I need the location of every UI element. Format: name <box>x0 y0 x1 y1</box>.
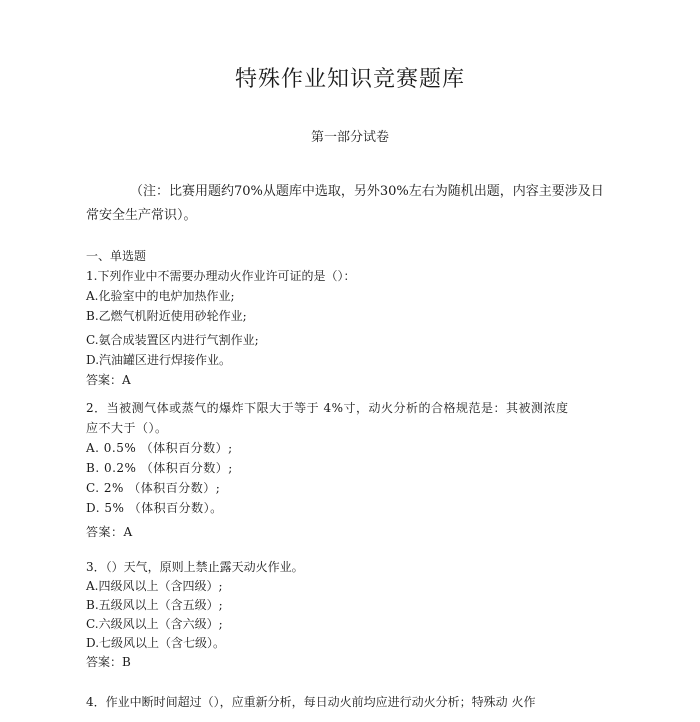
question-4-text: 4．作业中断时间超过（），应重新分析，每日动火前均应进行动火分析；特殊动 火作 <box>86 695 536 709</box>
section-heading: 一、单选题 <box>86 249 147 263</box>
question-3-text: 3．（）天气，原则上禁止露天动火作业。 <box>86 560 304 574</box>
question-2-option-c: C. 2% （体积百分数）; <box>86 481 221 495</box>
question-3 <box>86 558 626 672</box>
question-1-option-c: C.氨合成装置区内进行气割作业; <box>86 333 259 347</box>
intro-note: （注：比赛用题约70%从题库中选取，另外30%左右为随机出题，内容主要涉及日常安全生产常识）。 <box>86 184 604 223</box>
question-2-text-line-2: 应不大于（）。 <box>86 421 168 435</box>
question-1-option-d: D.汽油罐区进行焊接作业。 <box>86 353 232 367</box>
question-3-option-a: A.四级风以上（含四级）; <box>86 579 223 593</box>
question-3-option-d: D.七级风以上（含七级）。 <box>86 636 226 650</box>
question-1-text: 1.下列作业中不需要办理动火作业许可证的是（）： <box>86 269 356 283</box>
question-3-option-b: B.五级风以上（含五级）; <box>86 598 223 612</box>
question-2-option-d: D. 5% （体积百分数）。 <box>86 501 223 515</box>
question-2-option-b: B. 0.2% （体积百分数）; <box>86 461 233 475</box>
question-2 <box>86 398 626 542</box>
document-title: 特殊作业知识竞赛题库 <box>234 67 465 92</box>
question-2-option-a: A. 0.5% （体积百分数）; <box>86 441 233 455</box>
document-subtitle: 第一部分试卷 <box>310 130 389 145</box>
question-3-option-c: C.六级风以上（含六级）; <box>86 617 223 631</box>
question-2-text-line-1: 2．当被测气体或蒸气的爆炸下限大于等于 4%寸，动火分析的合格规范是：其被测浓度 <box>86 401 569 415</box>
section-single-choice <box>86 246 626 390</box>
question-3-answer: 答案：B <box>86 655 131 669</box>
question-1-option-a: A.化验室中的电炉加热作业; <box>86 289 235 303</box>
question-1-answer: 答案：A <box>86 373 131 387</box>
question-4 <box>86 692 626 712</box>
question-2-answer: 答案：A <box>86 525 133 539</box>
question-1-option-b: B.乙燃气机附近使用砂轮作业; <box>86 309 247 323</box>
